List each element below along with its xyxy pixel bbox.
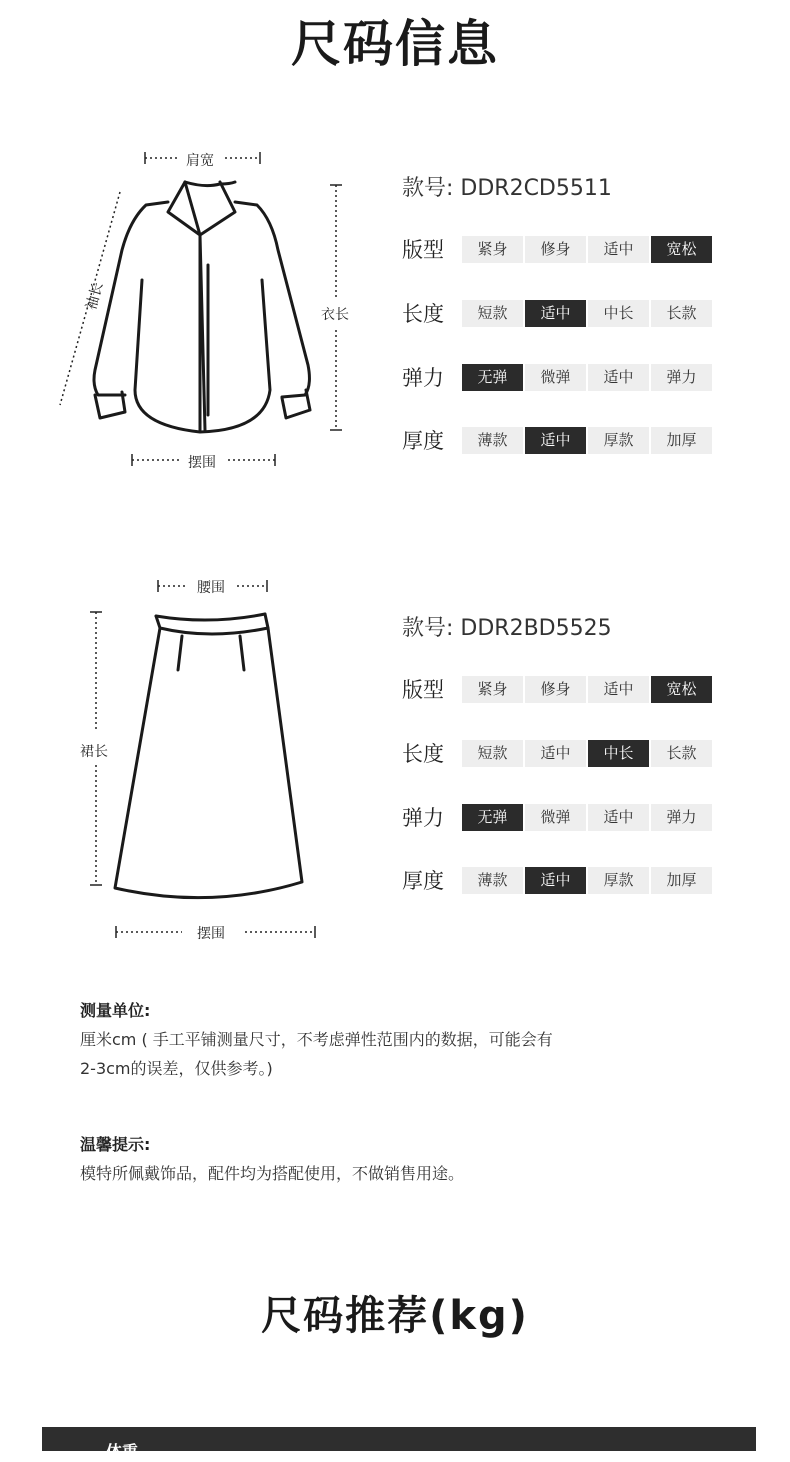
recommend-title: 尺码推荐(kg) [261,1293,529,1339]
attr-option: 加厚 [651,427,712,454]
attr-option: 长款 [651,300,712,327]
attr-fit [402,676,722,704]
attr-elasticity [402,804,722,832]
size-table-header [42,1427,756,1461]
attr-option: 长款 [651,740,712,767]
skirt-illustration [80,570,330,950]
waist-label: 腰围 [197,580,225,596]
attr-option: 宽松 [651,236,712,263]
attr-option: 弹力 [651,364,712,391]
attr-length [402,300,722,328]
attr-option: 紧身 [462,676,523,703]
model-number: 款号: DDR2CD5511 [402,176,612,201]
attr-option: 适中 [525,300,586,327]
attr-option: 修身 [525,676,586,703]
shoulder-width-label: 肩宽 [186,153,214,169]
attr-option: 无弹 [462,364,523,391]
attr-option: 适中 [525,427,586,454]
skirt-length-label: 裙长 [80,744,108,760]
attr-option: 厚款 [588,867,649,894]
attr-option: 适中 [525,740,586,767]
attr-label: 长度 [402,742,444,766]
attr-thickness [402,867,722,895]
shirt-attributes [402,174,722,453]
attr-option: 适中 [588,364,649,391]
attr-option: 适中 [588,676,649,703]
page-title: 尺码信息 [291,15,499,73]
model-number: 款号: DDR2BD5525 [402,616,612,641]
attr-label: 版型 [402,678,444,702]
attr-option: 中长 [588,740,649,767]
attr-label: 版型 [402,238,444,262]
attr-option: 加厚 [651,867,712,894]
tip-text: 模特所佩戴饰品，配件均为搭配使用，不做销售用途。 [80,1164,465,1183]
attr-option: 适中 [588,804,649,831]
attr-option: 薄款 [462,427,523,454]
attr-option: 薄款 [462,867,523,894]
attr-option: 弹力 [651,804,712,831]
attr-label: 弹力 [402,806,444,830]
attr-option: 短款 [462,740,523,767]
skirt-attributes [402,614,722,893]
attr-elasticity [402,364,722,392]
attr-option: 适中 [525,867,586,894]
measure-line: 2-3cm的误差，仅供参考。) [80,1059,273,1078]
attr-length [402,740,722,768]
attr-fit [402,236,722,264]
attr-label: 厚度 [402,429,444,453]
attr-thickness [402,427,722,455]
garment-length-label: 衣长 [321,307,349,323]
attr-option: 中长 [588,300,649,327]
tip-heading: 温馨提示: [80,1135,151,1154]
attr-option: 无弹 [462,804,523,831]
tip-note [80,1130,720,1188]
attr-label: 长度 [402,302,444,326]
attr-option: 厚款 [588,427,649,454]
measure-note [80,996,720,1083]
sleeve-length-label: 袖长 [83,280,107,312]
table-header-cell: 体重 [106,1442,139,1461]
shirt-hem-label: 摆围 [188,455,216,471]
attr-option: 适中 [588,236,649,263]
attr-option: 宽松 [651,676,712,703]
attr-label: 弹力 [402,366,444,390]
attr-option: 短款 [462,300,523,327]
attr-option: 微弹 [525,804,586,831]
attr-option: 微弹 [525,364,586,391]
attr-label: 厚度 [402,869,444,893]
measure-line: 厘米cm ( 手工平铺测量尺寸，不考虑弹性范围内的数据，可能会有 [80,1030,553,1049]
skirt-hem-label: 摆围 [197,926,225,942]
measure-heading: 测量单位: [80,1001,151,1020]
attr-option: 紧身 [462,236,523,263]
attr-option: 修身 [525,236,586,263]
